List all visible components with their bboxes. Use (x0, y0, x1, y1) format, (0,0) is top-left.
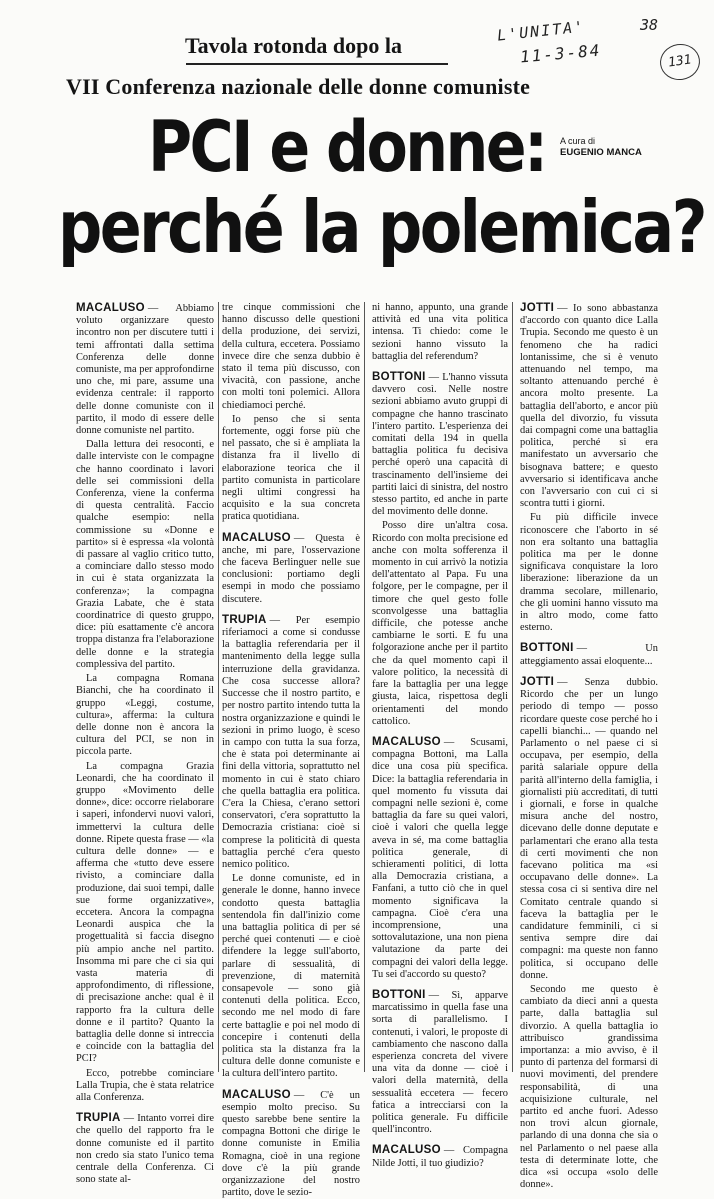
kicker-line-2: VII Conferenza nazionale delle donne comuniste (66, 74, 531, 99)
dialogue-block (520, 302, 658, 634)
dialogue-text: — Senza dubbio. Ricordo che per un lungo periodo di tempo — posso ricordare queste cose perché ho i capelli bianchi... — quando nel Parlamento o nel paese ci si occupava, per esempio, della parità salariale oppure della parità all'interno della famiglia, i giornalisti più accreditati, di tutti i giornali, e forse in qualche misura anche del nostro, dicevano delle donne deputate e parlamentari che erano alla testa di certi movimenti che non facevano politica ma «si occupavano delle donne». La stessa cosa ci si sentiva dire nel Comitato centrale quando si faceva la battaglia per le candidature femminili, ci si sentiva sempre dire dai compagni: ma queste non fanno politica, si occupano delle donne. (520, 676, 658, 981)
dialogue-text: — Scusami, compagna Bottoni, ma Lalla dice una cosa più specifica. Dice: la battaglia referendaria in quel momento fu vissuta dai compagni nelle sezioni è, come battaglia da fare su quei valori, cioè i valori che quella legge aveva in sé, ma come battaglia politica generale, di schieramenti politici, di lotta alla Democrazia cristiana, a Fanfani, a tutto ciò che in quel momento significava la campagna. Cioè c'era una incomprensione, una sottovalutazione, una non piena valutazione da parte dei compagni dei valori della legge. Tu sei d'accordo su questo? (372, 736, 508, 980)
dialogue-paragraph (372, 302, 508, 363)
dialogue-text: ni hanno, appunto, una grande attività ed una vita politica intensa. Ti chiedo: come le sezioni hanno vissuto la battaglia del referendum? (372, 302, 508, 362)
dialogue-paragraph (372, 1144, 508, 1169)
article-column-4 (520, 302, 658, 1191)
speaker-name: JOTTI (520, 675, 555, 688)
dialogue-text: — L'hanno vissuta davvero così. Nelle nostre sezioni abbiamo avuto gruppi di compagne che hanno trascinato l'intero partito. L'esperienza dei comitati della 194 in quella battaglia politica fu decisiva perché operò una capacità di trascinamento dell'insieme dei partiti laici di sinistra, del nostro stesso partito, ed anche in parte del movimento delle donne. (372, 372, 508, 518)
dialogue-paragraph (222, 1089, 360, 1199)
dialogue-block (222, 1089, 360, 1199)
dialogue-block (372, 371, 508, 728)
speaker-name: MACALUSO (222, 531, 291, 544)
dialogue-text: — Compagna Nilde Jotti, il tuo giudizio? (372, 1145, 508, 1169)
dialogue-text: — Per esempio riferiamoci a come si condusse la battaglia referendaria per il mantenimento della legge sulla interruzione della gravidanza. Che cosa successe allora? Successe che il nostro partito, e per nostro partito intendo tutta la nostra organizzazione e quindi le sezioni in primo luogo, è sceso in campo con tutta la sua forza, che è stata poi determinante ai fini della vittoria, soprattutto nel momento in cui è stato chiaro che quella battaglia era politica. C'era la Chiesa, c'erano settori conservatori, c'era soprattutto la Democrazia cristiana: cioè si comprese la politicità di questa battaglia perché c'era questo nemico politico. (222, 614, 360, 870)
body-paragraph: Fu più difficile invece riconoscere che l'aborto in sé non era soltanto una battaglia politica ma per le donne significava conquistare la loro liberazione: liberazione da un dramma secolare, millenario, che gli uomini hanno vissuto ma in altro modo, come fatto esterno. (520, 512, 658, 634)
dialogue-text: — C'è un esempio molto preciso. Su questo sarebbe bene sentire la compagna Bottoni che dirige le donne comuniste in Emilia Romagna, cioè in una regione dove c'è la più grande organizzazione del nostro partito, dove le sezio- (222, 1089, 360, 1199)
dialogue-text: — Abbiamo voluto organizzare questo incontro non per discutere tutti i temi affrontati dalla settima Conferenza delle donne comuniste, ma per approfondirne uno che, mi pare, assume una evidenza centrale: il rapporto delle donne comuniste con il partito, il modo di essere delle donne comuniste nel partito. (76, 303, 214, 437)
speaker-name: MACALUSO (372, 735, 441, 748)
byline-author: EUGENIO MANCA (560, 147, 642, 158)
body-paragraph: Secondo me questo è cambiato da dieci anni a questa parte, dalla battaglia sul divorzio. A quella battaglia io attribuisco grandissima importanza: a mio avviso, è il punto di partenza del formarsi di nuovi movimenti, del prendere responsabilità, di una acquisizione culturale, nel partito ed anche fuori. Adesso non trovi alcun giornale, parlando di una donna che sia o nel Parlamento o nel paese alla testa di determinate lotte, che dica «si occupa «solo delle donne». (520, 983, 658, 1191)
article-column-2 (222, 302, 365, 1199)
dialogue-block (520, 676, 658, 1192)
body-paragraph: Le donne comuniste, ed in generale le donne, hanno invece condotto questa battaglia sentendola fin dall'inizio come una battaglia politica di per sé perché quei contenuti — e cioè difendere la legge sull'aborto, parlare di sessualità, di prevenzione, di maternità consapevole — sono già contenuti della politica. Ecco, secondo me nel modo di fare certe battaglie e poi nel modo di concepire i contenuti della politica sta la distanza fra la cultura delle donne comuniste e la cultura dell'intero partito. (222, 873, 360, 1080)
dialogue-block (76, 302, 214, 1104)
speaker-name: TRUPIA (76, 1112, 121, 1125)
dialogue-paragraph (372, 989, 508, 1136)
dialogue-paragraph (520, 302, 658, 510)
dialogue-paragraph (372, 736, 508, 981)
dialogue-paragraph (520, 642, 658, 667)
dialogue-block (222, 302, 360, 524)
dialogue-block (222, 614, 360, 1081)
body-paragraph: Io penso che si senta fortemente, oggi forse più che nel passato, che si è ampliata la distanza fra il livello di elaborazione teorica che il partito comunista in particolare negli ultimi congressi ha acquisito e la sua concreta pratica quotidiana. (222, 413, 360, 523)
article-column-1 (76, 302, 219, 1186)
dialogue-paragraph (222, 302, 360, 412)
dialogue-text: tre cinque commissioni che hanno discusso delle questioni della produzione, dei servizi, della cultura, eccetera. Possiamo invece dire che senza dubbio è stato il tema più discusso, con vivacità, con passione, anche con molti toni polemici. Allora chiediamoci perché. (222, 302, 360, 411)
kicker-line-1: Tavola rotonda dopo la (185, 33, 403, 58)
headline-line-2: perché la polemica? (58, 185, 705, 269)
dialogue-text: — Questa è anche, mi pare, l'osservazione che faceva Berlinguer nelle sue conclusioni: portiamo degli esempi in modo che possiamo discutere. (222, 532, 360, 605)
dialogue-block (372, 1144, 508, 1169)
speaker-name: TRUPIA (222, 613, 267, 626)
dialogue-paragraph (222, 532, 360, 606)
speaker-name: BOTTONI (372, 371, 426, 384)
speaker-name: BOTTONI (372, 988, 426, 1001)
dialogue-block (372, 302, 508, 363)
dialogue-block (520, 642, 658, 667)
dialogue-paragraph (76, 1112, 214, 1186)
dialogue-block (372, 989, 508, 1136)
handwritten-page-number: 38 (640, 16, 659, 34)
article-column-3 (372, 302, 513, 1169)
kicker-underline (186, 63, 448, 65)
body-paragraph: La compagna Grazia Leonardi, che ha coordinato il gruppo «Movimento delle donne», dice: occorre rielaborare i saperi, infondervi nuovi valori, immettervi la cultura delle donne. Ripete questa frase — «la cultura delle donne» — e afferma che «tutto deve essere rivisto, a cominciare dalla produzione, dai suoi tempi, dalle sue forme organizzative», eccetera. Ancora la compagna Leonardi auspica che la progettualità si faccia disegno più ampio anche nel partito. Insomma mi pare che ci sia qui vasta materia di approfondimento, di riflessione, di precisazione anche: qual è il rapporto fra la cultura delle donne e il partito? Quanto la battaglia delle donne si intreccia e coincide con la battaglia del PCI? (76, 760, 214, 1065)
circled-number: 131 (658, 41, 703, 82)
body-paragraph: Ecco, potrebbe cominciare Lalla Trupia, che è stata relatrice alla Conferenza. (76, 1067, 214, 1103)
dialogue-paragraph (520, 676, 658, 982)
dialogue-paragraph (222, 614, 360, 871)
handwritten-date: 11-3-84 (519, 40, 603, 67)
dialogue-block (76, 1112, 214, 1186)
headline-line-1: PCI e donne: (148, 106, 546, 188)
dialogue-paragraph (372, 371, 508, 518)
dialogue-text: — Sì, apparve marcatissimo in quella fase una sorta di parallelismo. I contenuti, i valori, le proposte di cambiamento che nascono dalla esperienza concreta del vivere una vita da donne — cioè i valori della maternità, della sessualità eccetera — fecero fatica a intrecciarsi con la politica generale. Fu difficile quell'incontro. (372, 989, 508, 1136)
dialogue-block (222, 532, 360, 606)
dialogue-paragraph (76, 302, 214, 437)
speaker-name: JOTTI (520, 302, 555, 314)
body-paragraph: La compagna Romana Bianchi, che ha coordinato il gruppo «Leggi, costume, cultura», afferma: la cultura delle donne non è ancora la cultura del PCI, se non in piccola parte. (76, 673, 214, 758)
speaker-name: MACALUSO (372, 1144, 441, 1157)
dialogue-block (372, 736, 508, 981)
body-paragraph: Dalla lettura dei resoconti, e dalle interviste con le compagne che hanno coordinato i lavori delle sei commissioni della Conferenza, viene la conferma di questa centralità. Faccio qualche esempio: nella commissione su «Donne e partito» si è espressa «la volontà di passare al vaglio critico tutto, a cominciare dallo stesso modo in cui è stata organizzata la conferenza»; la compagna Grazia Labate, che è stata coordinatrice di questo gruppo, dice: più esattamente c'è ancora troppa distanza fra l'elaborazione delle donne e la strategia complessiva del partito. (76, 439, 214, 670)
dialogue-text: — Intanto vorrei dire che quello del rapporto fra le donne comuniste ed il partito non credo sia stato l'unico tema centrale della Conferenza. Ci sono state al- (76, 1113, 214, 1186)
dialogue-text: — Io sono abbastanza d'accordo con quanto dice Lalla Trupia. Secondo me questo è un fenomeno che ha radici lontanissime, che si è venuto attenuando nel tempo, ma soltanto attenuando perché è ancora molto presente. La battaglia dell'aborto, e ancor più quella del divorzio, fu vissuta dai compagni come una battaglia politica, perché si era manifestato un avversario che bisognava battere; e questo avversario si identificava anche con l'avversario con cui ci si scontra tutti i giorni. (520, 303, 658, 510)
byline-prefix: A cura di (560, 136, 596, 146)
speaker-name: MACALUSO (76, 302, 145, 314)
speaker-name: MACALUSO (222, 1088, 291, 1101)
body-paragraph: Posso dire un'altra cosa. Ricordo con molta precisione ed anche con molta sofferenza il momento in cui arrivò la notizia dell'attentato al Papa. Fu una folgore, per le compagne, per il timore che quel gesto folle sconvolgesse una battaglia difficile, che potesse anche cambiarne le sorti. E fu una folgorazione anche per il partito che da quel momento capì il valore politico, la necessità di fare la battaglia per una legge giusta, laica, rispettosa degli orientamenti del mondo cattolico. (372, 520, 508, 727)
handwritten-source: L'UNITA' (496, 17, 586, 45)
speaker-name: BOTTONI (520, 642, 574, 655)
dialogue-text: — Un atteggiamento assai eloquente... (520, 643, 658, 667)
